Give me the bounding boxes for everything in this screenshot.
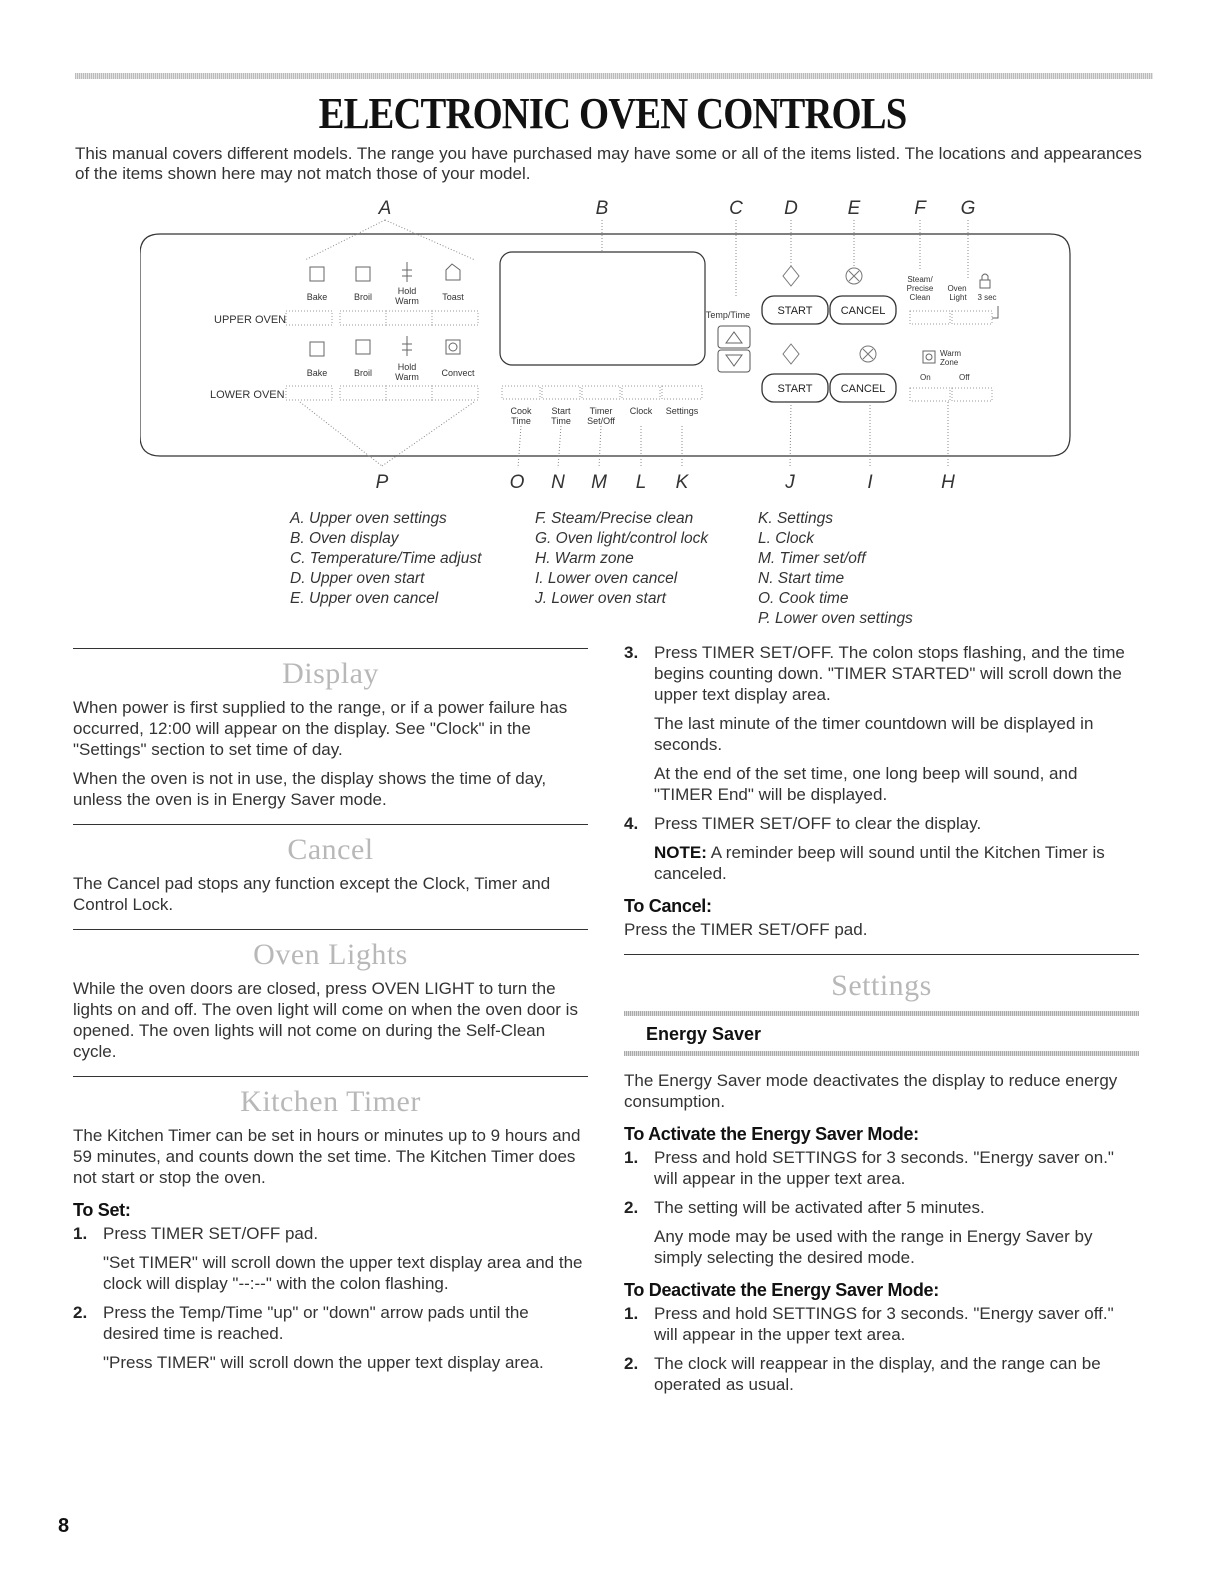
cook-time-label: Time <box>511 416 531 426</box>
legend-col-1 <box>290 509 481 609</box>
section-rule <box>73 929 588 930</box>
warm-zone-off-button[interactable] <box>952 388 992 401</box>
three-sec-label: 3 sec <box>977 293 997 302</box>
upper-broil-label: Broil <box>353 292 373 302</box>
hold-warm-icon <box>402 336 412 356</box>
step-3 <box>624 642 1139 705</box>
step-1 <box>73 1223 588 1244</box>
timer-set-off-button[interactable] <box>582 386 620 399</box>
activate-step-1 <box>624 1147 1139 1189</box>
energy-saver-p1: The Energy Saver mode deactivates the display to reduce energy consumption. <box>624 1071 1118 1111</box>
oven-label: Oven <box>947 284 967 293</box>
step-text: Press TIMER SET/OFF pad. <box>103 1224 319 1243</box>
display-p1: When power is first supplied to the range, or if a power failure has occurred, 12:00 will appear on the display. See "Clock" in the "Settings" section to set time of day. <box>73 698 568 759</box>
kitchen-timer-title: Kitchen Timer <box>240 1085 421 1118</box>
upper-toast-label: Toast <box>442 292 464 302</box>
activate-step-2 <box>624 1197 1139 1218</box>
start-time-label: Time <box>551 416 571 426</box>
settings-button[interactable] <box>662 386 702 399</box>
letter-M: M <box>591 472 607 493</box>
legend-item: C. Temperature/Time adjust <box>290 550 482 567</box>
start-time-button[interactable] <box>542 386 580 399</box>
letter-C: C <box>729 198 743 219</box>
upper-hold-warm-button[interactable] <box>386 311 432 325</box>
kitchen-timer-p1: The Kitchen Timer can be set in hours or minutes up to 9 hours and 59 minutes, and counts down the set time. The Kitchen Timer does not start or stop the oven. <box>73 1126 581 1187</box>
legend-item: H. Warm zone <box>535 550 634 567</box>
control-panel-diagram <box>140 190 1090 500</box>
warm-label: Warm <box>940 349 962 358</box>
down-arrow-button[interactable] <box>718 350 750 372</box>
section-rule <box>73 648 588 649</box>
upper-bake-button[interactable] <box>286 311 332 325</box>
lower-broil-button[interactable] <box>340 386 386 400</box>
legend-item: B. Oven display <box>290 530 399 547</box>
activate-step-2-detail: Any mode may be used with the range in Energy Saver by simply selecting the desired mode. <box>654 1227 1093 1267</box>
legend-item: J. Lower oven start <box>535 590 666 607</box>
up-arrow-button[interactable] <box>718 326 750 348</box>
step-2-detail: "Press TIMER" will scroll down the upper text display area. <box>103 1353 544 1372</box>
letter-G: G <box>960 198 976 219</box>
step-number: 4. <box>624 814 639 833</box>
zone-label: Zone <box>940 358 959 367</box>
oven-display <box>500 252 705 365</box>
clean-label: Clean <box>909 293 931 302</box>
lock-icon <box>980 274 990 288</box>
legend-item: L. Clock <box>758 530 814 547</box>
legend-item: E. Upper oven cancel <box>290 590 439 607</box>
to-cancel-heading: To Cancel: <box>624 896 712 916</box>
letter-B: B <box>595 198 609 219</box>
deactivate-step-1 <box>624 1303 1139 1345</box>
cancel-p1: The Cancel pad stops any function except the Clock, Timer and Control Lock. <box>73 874 551 914</box>
to-cancel-text: Press the TIMER SET/OFF pad. <box>624 920 868 939</box>
clock-button[interactable] <box>622 386 660 399</box>
hold-warm-icon <box>402 262 412 282</box>
lower-start-label: START <box>777 383 813 395</box>
upper-start-label: START <box>777 305 813 317</box>
step-number: 2. <box>73 1303 88 1322</box>
legend-item: O. Cook time <box>758 590 849 607</box>
settings-label: Settings <box>665 406 699 416</box>
legend-item: A. Upper oven settings <box>290 510 447 527</box>
light-label: Light <box>949 293 967 302</box>
step-3-detail-2: At the end of the set time, one long beep will sound, and "TIMER End" will be displayed. <box>654 764 1078 804</box>
legend-col-2 <box>535 509 708 609</box>
bake-icon <box>310 342 324 356</box>
note-label: NOTE: <box>654 843 707 862</box>
letter-J: J <box>785 472 795 493</box>
broil-icon <box>356 267 370 281</box>
step-number: 1. <box>73 1224 88 1243</box>
cook-label: Cook <box>510 406 532 416</box>
start-label: Start <box>551 406 571 416</box>
step-text: Press TIMER SET/OFF to clear the display. <box>654 814 982 833</box>
legend-item: D. Upper oven start <box>290 570 425 587</box>
to-set-heading: To Set: <box>73 1200 131 1220</box>
step-number: 2. <box>624 1198 639 1217</box>
step-3-detail: The last minute of the timer countdown will be displayed in seconds. <box>654 714 1094 754</box>
start-icon <box>783 266 799 286</box>
step-number: 1. <box>624 1148 639 1167</box>
upper-warm-label: Warm <box>395 296 419 306</box>
display-title: Display <box>282 657 379 690</box>
clock-label: Clock <box>629 406 653 416</box>
settings-title: Settings <box>831 969 932 1002</box>
oven-lights-p1: While the oven doors are closed, press OVEN LIGHT to turn the lights on and off. The oven light will come on when the oven door is opened. The oven lights will not come on during the Self-Clean cycle. <box>73 979 578 1061</box>
upper-cancel-label: CANCEL <box>840 305 886 317</box>
upper-oven-label: UPPER OVEN <box>214 314 287 326</box>
legend-item: P. Lower oven settings <box>758 610 913 627</box>
letter-L: L <box>635 472 647 493</box>
letter-D: D <box>784 198 798 219</box>
timer-note <box>624 842 1139 884</box>
off-label: Off <box>959 373 970 382</box>
up-arrow-icon <box>726 332 742 343</box>
letter-F: F <box>914 198 926 219</box>
step-text: Press and hold SETTINGS for 3 seconds. "Energy saver off." will appear in the upper text area. <box>654 1304 1114 1344</box>
lower-bake-button[interactable] <box>286 386 332 400</box>
bake-icon <box>310 267 324 281</box>
toast-icon <box>446 264 460 280</box>
energy-saver-heading: Energy Saver <box>646 1024 762 1044</box>
legend-item: N. Start time <box>758 570 845 587</box>
cancel-title: Cancel <box>287 833 374 866</box>
legend-item: F. Steam/Precise clean <box>535 510 694 527</box>
step-1-detail: "Set TIMER" will scroll down the upper text display area and the clock will display "--:--" with the colon flashing. <box>103 1253 583 1293</box>
step-number: 1. <box>624 1304 639 1323</box>
oven-lights-title: Oven Lights <box>253 938 408 971</box>
energy-saver-band-bottom <box>624 1051 1139 1056</box>
temp-time-label: Temp/Time <box>705 310 751 320</box>
warm-zone-on-button[interactable] <box>910 388 950 401</box>
letter-P: P <box>375 472 389 493</box>
upper-toast-button[interactable] <box>432 311 478 325</box>
legend-item: M. Timer set/off <box>758 550 866 567</box>
lower-hold-label: Hold <box>397 362 417 372</box>
oven-light-button[interactable] <box>952 311 992 324</box>
convect-icon <box>446 340 460 354</box>
section-rule <box>624 954 1139 955</box>
on-label: On <box>920 373 931 382</box>
lower-convect-label: Convect <box>441 368 475 378</box>
step-text: The setting will be activated after 5 minutes. <box>654 1198 985 1217</box>
timer-label: Timer <box>589 406 613 416</box>
lower-hold-warm-button[interactable] <box>386 386 432 400</box>
lower-warm-label: Warm <box>395 372 419 382</box>
cook-time-button[interactable] <box>502 386 540 399</box>
lower-cancel-label: CANCEL <box>840 383 886 395</box>
lower-bake-label: Bake <box>306 368 328 378</box>
letter-N: N <box>551 472 565 493</box>
intro-text: This manual covers different models. The range you have purchased may have some or all of the items listed. The locations and appearances of the items shown here may not match those of your model. <box>75 144 1142 183</box>
lower-oven-label: LOWER OVEN <box>210 389 285 401</box>
deactivate-heading: To Deactivate the Energy Saver Mode: <box>624 1280 939 1300</box>
left-column <box>73 648 588 1381</box>
step-text: Press and hold SETTINGS for 3 seconds. "Energy saver on." will appear in the upper text area. <box>654 1148 1114 1188</box>
legend-item: G. Oven light/control lock <box>535 530 709 547</box>
upper-hold-label: Hold <box>397 286 417 296</box>
section-rule <box>73 1076 588 1077</box>
down-arrow-icon <box>726 355 742 366</box>
legend-col-3 <box>758 509 913 629</box>
letter-E: E <box>847 198 861 219</box>
letter-K: K <box>675 472 689 493</box>
precise-label: Precise <box>906 284 934 293</box>
page-number: 8 <box>58 1515 70 1537</box>
steam-label: Steam/ <box>907 275 933 284</box>
step-number: 3. <box>624 643 639 662</box>
letter-I: I <box>867 472 873 493</box>
step-text: The clock will reappear in the display, and the range can be operated as usual. <box>654 1354 1101 1394</box>
broil-icon <box>356 340 370 354</box>
note-text: A reminder beep will sound until the Kitchen Timer is canceled. <box>654 843 1105 883</box>
section-rule <box>73 824 588 825</box>
page-title: ELECTRONIC OVEN CONTROLS <box>318 89 907 138</box>
set-off-label: Set/Off <box>587 416 615 426</box>
step-text: Press TIMER SET/OFF. The colon stops flashing, and the time begins counting down. "TIMER STARTED" will scroll down the upper text display area. <box>654 643 1125 704</box>
legend-item: I. Lower oven cancel <box>535 570 678 587</box>
step-2 <box>73 1302 588 1344</box>
step-number: 2. <box>624 1354 639 1373</box>
upper-broil-button[interactable] <box>340 311 386 325</box>
step-text: Press the Temp/Time "up" or "down" arrow pads until the desired time is reached. <box>103 1303 529 1343</box>
top-rule <box>75 73 1153 79</box>
activate-heading: To Activate the Energy Saver Mode: <box>624 1124 919 1144</box>
display-p2: When the oven is not in use, the display shows the time of day, unless the oven is in Energy Saver mode. <box>73 769 547 809</box>
deactivate-step-2 <box>624 1353 1139 1395</box>
upper-bake-label: Bake <box>306 292 328 302</box>
start-icon <box>783 344 799 364</box>
letter-O: O <box>509 472 525 493</box>
lower-convect-button[interactable] <box>432 386 478 400</box>
legend-item: K. Settings <box>758 510 833 527</box>
letter-H: H <box>941 472 955 493</box>
step-4 <box>624 813 1139 834</box>
warm-zone-icon <box>923 351 935 363</box>
steam-clean-button[interactable] <box>910 311 950 324</box>
right-column <box>624 642 1139 1403</box>
lower-broil-label: Broil <box>353 368 373 378</box>
letter-A: A <box>378 198 392 219</box>
